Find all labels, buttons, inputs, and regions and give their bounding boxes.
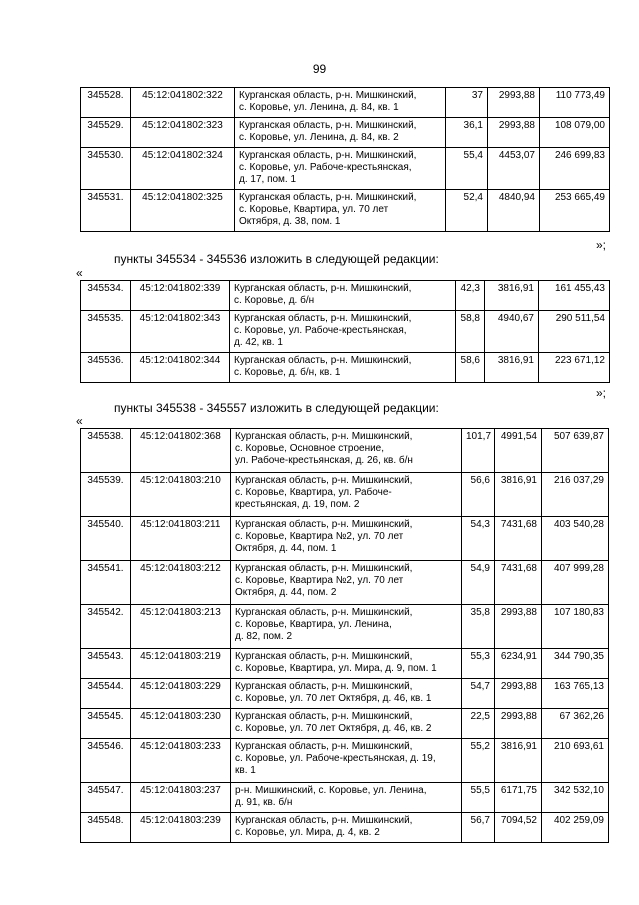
- table-row: [81, 429, 609, 473]
- cadastral-value-cell: 253 665,49: [540, 190, 610, 232]
- row-number-cell: 345539.: [81, 473, 131, 517]
- unit-price-cell: 6234,91: [495, 649, 542, 679]
- address-cell: [231, 473, 462, 517]
- area-cell: 55,4: [446, 148, 488, 190]
- address-line: р-н. Мишкинский, с. Коровье, ул. Ленина,: [235, 785, 427, 796]
- address-line: с. Коровье, Основное строение,: [235, 443, 385, 454]
- cadastral-number-cell: 45:12:041803:233: [131, 739, 231, 783]
- unit-price-cell: 6171,75: [495, 783, 542, 813]
- address-line: кв. 1: [235, 765, 256, 776]
- unit-price-cell: 2993,88: [495, 679, 542, 709]
- table-row: [81, 311, 610, 353]
- address-line: с. Коровье, д. б/н, кв. 1: [234, 367, 341, 378]
- address-line: Курганская область, р-н. Мишкинский,: [239, 90, 417, 101]
- table-row: [81, 473, 609, 517]
- address-line: Курганская область, р-н. Мишкинский,: [234, 355, 412, 366]
- area-cell: 52,4: [446, 190, 488, 232]
- cadastral-number-cell: 45:12:041803:213: [131, 605, 231, 649]
- address-line: Курганская область, р-н. Мишкинский,: [239, 120, 417, 131]
- cadastral-value-cell: 161 455,43: [539, 281, 610, 311]
- cadastral-value-cell: 210 693,61: [542, 739, 609, 783]
- unit-price-cell: 7431,68: [495, 517, 542, 561]
- cadastral-value-cell: 344 790,35: [542, 649, 609, 679]
- address-line: с. Коровье, ул. Рабоче-крестьянская,: [234, 325, 407, 336]
- address-line: с. Коровье, ул. 70 лет Октября, д. 46, кв. 2: [235, 723, 432, 734]
- cadastral-value-cell: 290 511,54: [539, 311, 610, 353]
- cadastral-number-cell: 45:12:041803:219: [131, 649, 231, 679]
- cadastral-number-cell: 45:12:041802:323: [131, 118, 235, 148]
- opening-quote-2: «: [76, 414, 83, 428]
- area-cell: 54,9: [462, 561, 495, 605]
- cadastral-number-cell: 45:12:041803:230: [131, 709, 231, 739]
- cadastral-value-cell: 108 079,00: [540, 118, 610, 148]
- address-line: с. Коровье, д. б/н: [234, 295, 315, 306]
- cadastral-number-cell: 45:12:041802:325: [131, 190, 235, 232]
- table-row: [81, 517, 609, 561]
- address-line: с. Коровье, Квартира, ул. 70 лет: [239, 204, 389, 215]
- table-row: [81, 190, 610, 232]
- area-cell: 101,7: [462, 429, 495, 473]
- amendment-text-2: пункты 345538 - 345557 изложить в следующей редакции:: [114, 401, 439, 415]
- address-cell: [231, 517, 462, 561]
- address-line: Курганская область, р-н. Мишкинский,: [235, 519, 413, 530]
- address-line: с. Коровье, ул. Рабоче-крестьянская,: [239, 162, 412, 173]
- cadastral-number-cell: 45:12:041803:211: [131, 517, 231, 561]
- row-number-cell: 345538.: [81, 429, 131, 473]
- area-cell: 42,3: [456, 281, 485, 311]
- address-line: с. Коровье, Квартира, ул. Ленина,: [235, 619, 392, 630]
- address-line: Курганская область, р-н. Мишкинский,: [235, 563, 413, 574]
- address-line: Курганская область, р-н. Мишкинский,: [234, 313, 412, 324]
- area-cell: 55,5: [462, 783, 495, 813]
- area-cell: 54,3: [462, 517, 495, 561]
- table-row: [81, 281, 610, 311]
- closing-quote-1: »;: [596, 238, 607, 252]
- unit-price-cell: 3816,91: [495, 473, 542, 517]
- row-number-cell: 345543.: [81, 649, 131, 679]
- address-line: с. Коровье, ул. Ленина, д. 84, кв. 1: [239, 102, 399, 113]
- table-row: [81, 118, 610, 148]
- address-line: д. 91, кв. б/н: [235, 797, 293, 808]
- address-line: Курганская область, р-н. Мишкинский,: [235, 431, 413, 442]
- row-number-cell: 345547.: [81, 783, 131, 813]
- cadastral-number-cell: 45:12:041803:212: [131, 561, 231, 605]
- cadastral-value-cell: 216 037,29: [542, 473, 609, 517]
- row-number-cell: 345546.: [81, 739, 131, 783]
- cadastral-value-cell: 246 699,83: [540, 148, 610, 190]
- cadastral-number-cell: 45:12:041802:368: [131, 429, 231, 473]
- row-number-cell: 345530.: [81, 148, 131, 190]
- opening-quote-1: «: [76, 266, 83, 280]
- cadastral-value-cell: 402 259,09: [542, 813, 609, 843]
- unit-price-cell: 4940,67: [485, 311, 539, 353]
- unit-price-cell: 2993,88: [495, 709, 542, 739]
- table-row: [81, 605, 609, 649]
- address-cell: [231, 679, 462, 709]
- table-row: [81, 783, 609, 813]
- address-line: Октября, д. 44, пом. 1: [235, 543, 337, 554]
- address-line: д. 17, пом. 1: [239, 174, 297, 185]
- address-line: Курганская область, р-н. Мишкинский,: [235, 711, 413, 722]
- table-row: [81, 679, 609, 709]
- table-row: [81, 813, 609, 843]
- unit-price-cell: 3816,91: [485, 353, 539, 383]
- address-line: с. Коровье, Квартира №2, ул. 70 лет: [235, 575, 404, 586]
- address-line: д. 42, кв. 1: [234, 337, 283, 348]
- area-cell: 56,7: [462, 813, 495, 843]
- cadastral-value-cell: 107 180,83: [542, 605, 609, 649]
- unit-price-cell: 4991,54: [495, 429, 542, 473]
- unit-price-cell: 2993,88: [495, 605, 542, 649]
- cadastral-number-cell: 45:12:041802:344: [131, 353, 230, 383]
- registry-table-1: [80, 87, 610, 232]
- address-line: крестьянская, д. 19, пом. 2: [235, 499, 360, 510]
- unit-price-cell: 3816,91: [485, 281, 539, 311]
- address-line: Курганская область, р-н. Мишкинский,: [235, 815, 413, 826]
- address-cell: [230, 311, 456, 353]
- row-number-cell: 345529.: [81, 118, 131, 148]
- registry-table-2: [80, 280, 610, 383]
- address-cell: [235, 118, 446, 148]
- table-row: [81, 739, 609, 783]
- address-line: Курганская область, р-н. Мишкинский,: [239, 192, 417, 203]
- area-cell: 54,7: [462, 679, 495, 709]
- cadastral-number-cell: 45:12:041803:237: [131, 783, 231, 813]
- table-row: [81, 709, 609, 739]
- row-number-cell: 345534.: [81, 281, 131, 311]
- address-cell: [235, 190, 446, 232]
- cadastral-number-cell: 45:12:041802:339: [131, 281, 230, 311]
- row-number-cell: 345542.: [81, 605, 131, 649]
- area-cell: 56,6: [462, 473, 495, 517]
- area-cell: 35,8: [462, 605, 495, 649]
- row-number-cell: 345540.: [81, 517, 131, 561]
- row-number-cell: 345548.: [81, 813, 131, 843]
- address-line: с. Коровье, ул. 70 лет Октября, д. 46, кв. 1: [235, 693, 432, 704]
- address-line: Курганская область, р-н. Мишкинский,: [239, 150, 417, 161]
- cadastral-value-cell: 403 540,28: [542, 517, 609, 561]
- row-number-cell: 345544.: [81, 679, 131, 709]
- cadastral-number-cell: 45:12:041803:239: [131, 813, 231, 843]
- row-number-cell: 345541.: [81, 561, 131, 605]
- address-line: с. Коровье, ул. Рабоче-крестьянская, д. 19,: [235, 753, 436, 764]
- address-cell: [235, 88, 446, 118]
- address-cell: [231, 561, 462, 605]
- cadastral-number-cell: 45:12:041802:322: [131, 88, 235, 118]
- address-line: с. Коровье, Квартира №2, ул. 70 лет: [235, 531, 404, 542]
- cadastral-number-cell: 45:12:041803:229: [131, 679, 231, 709]
- row-number-cell: 345528.: [81, 88, 131, 118]
- table-row: [81, 88, 610, 118]
- address-line: ул. Рабоче-крестьянская, д. 26, кв. б/н: [235, 455, 413, 466]
- address-line: Курганская область, р-н. Мишкинский,: [235, 475, 413, 486]
- cadastral-value-cell: 67 362,26: [542, 709, 609, 739]
- unit-price-cell: 7431,68: [495, 561, 542, 605]
- area-cell: 55,2: [462, 739, 495, 783]
- table-row: [81, 148, 610, 190]
- table-row: [81, 561, 609, 605]
- row-number-cell: 345535.: [81, 311, 131, 353]
- address-cell: [231, 429, 462, 473]
- closing-quote-2: »;: [596, 386, 607, 400]
- unit-price-cell: 7094,52: [495, 813, 542, 843]
- area-cell: 58,8: [456, 311, 485, 353]
- cadastral-value-cell: 223 671,12: [539, 353, 610, 383]
- address-cell: [231, 649, 462, 679]
- unit-price-cell: 4453,07: [488, 148, 540, 190]
- unit-price-cell: 2993,88: [488, 88, 540, 118]
- address-line: с. Коровье, Квартира, ул. Мира, д. 9, пом. 1: [235, 663, 437, 674]
- cadastral-value-cell: 507 639,87: [542, 429, 609, 473]
- cadastral-number-cell: 45:12:041802:343: [131, 311, 230, 353]
- address-cell: [235, 148, 446, 190]
- address-line: Октября, д. 44, пом. 2: [235, 587, 337, 598]
- cadastral-value-cell: 110 773,49: [540, 88, 610, 118]
- address-line: с. Коровье, Квартира, ул. Рабоче-: [235, 487, 392, 498]
- amendment-text-1: пункты 345534 - 345536 изложить в следующей редакции:: [114, 252, 439, 266]
- page-number: 99: [312, 62, 327, 76]
- unit-price-cell: 2993,88: [488, 118, 540, 148]
- registry-table-3: [80, 428, 609, 843]
- address-cell: [230, 281, 456, 311]
- address-line: Октября, д. 38, пом. 1: [239, 216, 341, 227]
- address-cell: [231, 739, 462, 783]
- cadastral-number-cell: 45:12:041803:210: [131, 473, 231, 517]
- area-cell: 55,3: [462, 649, 495, 679]
- cadastral-value-cell: 407 999,28: [542, 561, 609, 605]
- address-line: Курганская область, р-н. Мишкинский,: [234, 283, 412, 294]
- area-cell: 36,1: [446, 118, 488, 148]
- address-cell: [231, 709, 462, 739]
- address-line: д. 82, пом. 2: [235, 631, 293, 642]
- cadastral-value-cell: 163 765,13: [542, 679, 609, 709]
- address-line: с. Коровье, ул. Ленина, д. 84, кв. 2: [239, 132, 399, 143]
- row-number-cell: 345545.: [81, 709, 131, 739]
- address-line: Курганская область, р-н. Мишкинский,: [235, 651, 413, 662]
- cadastral-value-cell: 342 532,10: [542, 783, 609, 813]
- address-line: с. Коровье, ул. Мира, д. 4, кв. 2: [235, 827, 380, 838]
- cadastral-number-cell: 45:12:041802:324: [131, 148, 235, 190]
- table-row: [81, 353, 610, 383]
- area-cell: 37: [446, 88, 488, 118]
- address-cell: [230, 353, 456, 383]
- unit-price-cell: 3816,91: [495, 739, 542, 783]
- table-row: [81, 649, 609, 679]
- address-cell: [231, 605, 462, 649]
- unit-price-cell: 4840,94: [488, 190, 540, 232]
- address-cell: [231, 783, 462, 813]
- address-line: Курганская область, р-н. Мишкинский,: [235, 607, 413, 618]
- area-cell: 22,5: [462, 709, 495, 739]
- address-line: Курганская область, р-н. Мишкинский,: [235, 681, 413, 692]
- row-number-cell: 345536.: [81, 353, 131, 383]
- address-line: Курганская область, р-н. Мишкинский,: [235, 741, 413, 752]
- row-number-cell: 345531.: [81, 190, 131, 232]
- address-cell: [231, 813, 462, 843]
- area-cell: 58,6: [456, 353, 485, 383]
